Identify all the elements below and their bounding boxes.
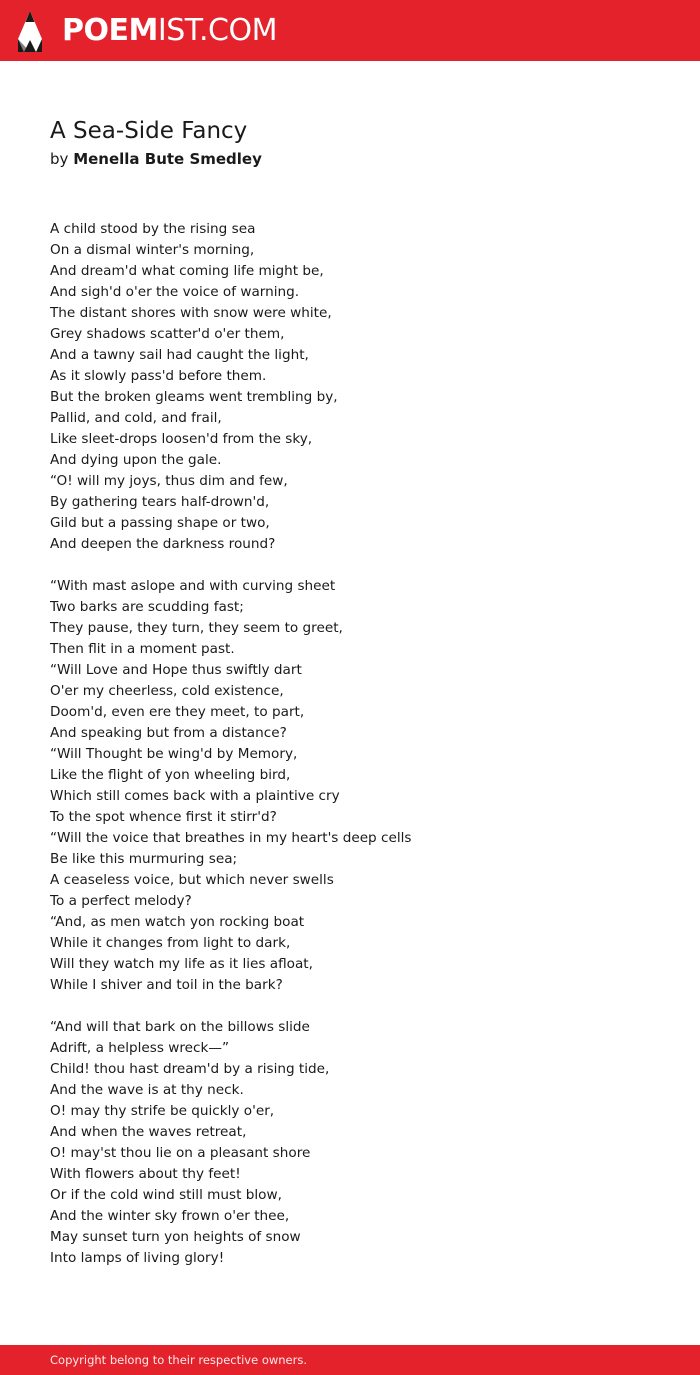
poem-line: And deepen the darkness round? bbox=[50, 536, 276, 552]
poem-line: O'er my cheerless, cold existence, bbox=[50, 683, 284, 699]
poem-line: As it slowly pass'd before them. bbox=[50, 368, 267, 384]
poem-line: “And will that bark on the billows slide bbox=[50, 1019, 310, 1035]
poem-line: To the spot whence first it stirr'd? bbox=[50, 809, 277, 825]
poem-line: By gathering tears half-drown'd, bbox=[50, 494, 270, 510]
poem-line: And sigh'd o'er the voice of warning. bbox=[50, 284, 300, 300]
poem-line: Gild but a passing shape or two, bbox=[50, 515, 270, 531]
poem-line: Into lamps of living glory! bbox=[50, 1250, 225, 1266]
poem-line: Then flit in a moment past. bbox=[50, 641, 235, 657]
copyright-text: Copyright belong to their respective owners. bbox=[50, 1353, 308, 1367]
poem-byline bbox=[50, 148, 262, 170]
poem-line: And when the waves retreat, bbox=[50, 1124, 247, 1140]
poem-body bbox=[50, 219, 650, 1290]
poem-line: And the winter sky frown o'er thee, bbox=[50, 1208, 290, 1224]
logo-text-light: IST.COM bbox=[157, 13, 277, 48]
poem-line: They pause, they turn, they seem to greet, bbox=[50, 620, 343, 636]
poem-line: With flowers about thy feet! bbox=[50, 1166, 241, 1182]
poem-line: Doom'd, even ere they meet, to part, bbox=[50, 704, 305, 720]
poem-line: Be like this murmuring sea; bbox=[50, 851, 238, 867]
poem-line: A ceaseless voice, but which never swells bbox=[50, 872, 334, 888]
poem-line: “Will Thought be wing'd by Memory, bbox=[50, 746, 298, 762]
poem-line: O! may thy strife be quickly o'er, bbox=[50, 1103, 275, 1119]
site-logo-link[interactable] bbox=[17, 9, 277, 53]
poem-line: But the broken gleams went trembling by, bbox=[50, 389, 338, 405]
poem-line: While it changes from light to dark, bbox=[50, 935, 291, 951]
poem-line: And speaking but from a distance? bbox=[50, 725, 287, 741]
pencil-tip-icon bbox=[17, 9, 43, 53]
poem-author: Menella Bute Smedley bbox=[73, 150, 262, 168]
poem-line: Like the flight of yon wheeling bird, bbox=[50, 767, 291, 783]
site-footer bbox=[0, 1345, 700, 1375]
poem-line: “O! will my joys, thus dim and few, bbox=[50, 473, 288, 489]
poem-line: “With mast aslope and with curving sheet bbox=[50, 578, 336, 594]
poem-line: “Will Love and Hope thus swiftly dart bbox=[50, 662, 302, 678]
poem-line: While I shiver and toil in the bark? bbox=[50, 977, 283, 993]
poem-line: Pallid, and cold, and frail, bbox=[50, 410, 222, 426]
poem-line: And dream'd what coming life might be, bbox=[50, 263, 324, 279]
poem-line: Like sleet-drops loosen'd from the sky, bbox=[50, 431, 313, 447]
poem-line: Two barks are scudding fast; bbox=[50, 599, 244, 615]
poem-line: And dying upon the gale. bbox=[50, 452, 222, 468]
poem-line: A child stood by the rising sea bbox=[50, 221, 256, 237]
poem-line: Child! thou hast dream'd by a rising tide, bbox=[50, 1061, 330, 1077]
poem-line: To a perfect melody? bbox=[50, 893, 192, 909]
poem-title: A Sea-Side Fancy bbox=[50, 118, 248, 144]
poem-line: Or if the cold wind still must blow, bbox=[50, 1187, 282, 1203]
logo-text-bold: POEM bbox=[62, 13, 158, 48]
poem-line: On a dismal winter's morning, bbox=[50, 242, 255, 258]
site-header bbox=[0, 0, 700, 61]
site-logo-text bbox=[62, 9, 277, 53]
poem-stanza bbox=[50, 576, 650, 996]
poem-stanza bbox=[50, 219, 650, 555]
poem-line: O! may'st thou lie on a pleasant shore bbox=[50, 1145, 311, 1161]
poem-line: “Will the voice that breathes in my heart's deep cells bbox=[50, 830, 412, 846]
poem-line: Will they watch my life as it lies afloat, bbox=[50, 956, 313, 972]
poem-line: Adrift, a helpless wreck—” bbox=[50, 1040, 229, 1056]
poem-stanza bbox=[50, 1017, 650, 1269]
poem-line: May sunset turn yon heights of snow bbox=[50, 1229, 301, 1245]
by-label: by bbox=[50, 150, 69, 168]
poem-line: And the wave is at thy neck. bbox=[50, 1082, 244, 1098]
poem-line: Grey shadows scatter'd o'er them, bbox=[50, 326, 285, 342]
poem-line: “And, as men watch yon rocking boat bbox=[50, 914, 305, 930]
poem-line: Which still comes back with a plaintive cry bbox=[50, 788, 340, 804]
poem-line: The distant shores with snow were white, bbox=[50, 305, 332, 321]
poem-line: And a tawny sail had caught the light, bbox=[50, 347, 309, 363]
